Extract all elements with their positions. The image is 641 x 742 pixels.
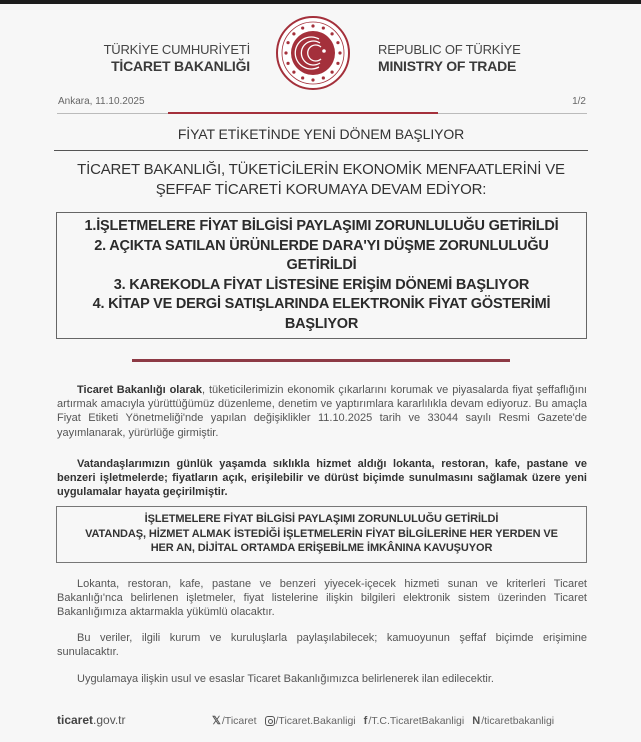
paragraph-sharing: Bu veriler, ilgili kurum ve kuruluşlarla paylaşılabilecek; kamuoyunun şeffaf biçimde erişimine sunulacaktır. [57, 632, 587, 659]
social-handle: /T.C.TicaretBakanligi [368, 714, 465, 727]
social-nsosyal-link[interactable] [472, 715, 554, 727]
subtitle [54, 160, 588, 200]
emblem-star [284, 51, 287, 54]
section-box-line: HER AN, DİJİTAL ORTAMDA ERİŞEBİLME İMKÂNINA KAVUŞUYOR [150, 542, 493, 554]
website-link[interactable] [57, 713, 126, 727]
paragraph-intro [57, 383, 587, 440]
website-domain-rest: .gov.tr [93, 713, 126, 727]
subtitle-line2: ŞEFFAF TİCARETİ KORUMAYA DEVAM EDİYOR: [155, 181, 487, 198]
header-right [378, 42, 538, 74]
header-left-line1: TÜRKİYE CUMHURİYETİ [103, 42, 250, 57]
header-accent-line [168, 112, 438, 114]
x-icon: 𝕏 [212, 715, 221, 727]
paragraph-procedures: Uygulamaya ilişkin usul ve esaslar Ticaret Bakanlığımızca belirlenerek ilan edilecektir. [77, 673, 494, 685]
paragraph-intro-bold: Ticaret Bakanlığı olarak [77, 384, 202, 396]
website-domain-bold: ticaret [57, 713, 94, 727]
title-divider [54, 150, 588, 151]
highlight-item: GETİRİLDİ [286, 257, 357, 273]
social-links [212, 714, 554, 727]
emblem-star [311, 24, 314, 27]
release-date: Ankara, 11.10.2025 [58, 96, 145, 107]
instagram-icon [265, 716, 275, 726]
social-x-link[interactable] [212, 714, 257, 727]
emblem-star [292, 32, 295, 35]
emblem-star [338, 51, 341, 54]
social-handle: /ticaretbakanligi [481, 714, 555, 727]
footer [57, 713, 597, 729]
social-facebook-link[interactable] [364, 715, 465, 727]
paragraph-citizens: Vatandaşlarımızın günlük yaşamda sıklıkla hizmet aldığı lokanta, restoran, kafe, pastane ve benzeri işletmelerde; fiyatların açık, erişilebilir ve dürüst biçimde sunulmasını sağlamak üzere yeni uygulamalar hayata geçirilmiştir. [57, 458, 587, 499]
social-instagram-link[interactable] [265, 715, 356, 727]
emblem-star [322, 26, 325, 29]
nsosyal-icon: N [472, 714, 481, 727]
emblem-star [336, 62, 339, 65]
paragraph-intro-text: , tüketicilerimizin ekonomik çıkarlarını korumak ve piyasalarda fiyat şeffaflığını artırmak amacıyla yürüttüğümüz düzenleme, denetim ve yaptırımlara kararlılıkla devam ediyoruz. Bu amaçla Fiyat Etiketi Yönetmeliği'nde yapılan değişiklikler 11.10.2025 tarih ve 33044 sayılı Resmi Gazete'de yayımlanarak, yürürlüğe girmiştir. [57, 384, 587, 439]
social-handle: /Ticaret [221, 714, 257, 727]
highlights-box [56, 212, 587, 339]
emblem-star [322, 76, 325, 79]
highlight-item: BAŞLIYOR [284, 315, 359, 332]
announcement-title: FİYAT ETİKETİNDE YENİ DÖNEM BAŞLIYOR [177, 126, 465, 142]
section-box-line: VATANDAŞ, HİZMET ALMAK İSTEDİĞİ İŞLETMELERİN FİYAT BİLGİLERİNE HER YERDEN VE [85, 527, 558, 540]
emblem-star [301, 26, 304, 29]
paragraph-obligation: Lokanta, restoran, kafe, pastane ve benzeri yiyecek-içecek hizmeti sunan ve kriterleri Ticaret Bakanlığı'nca belirlenen işletmeler, fiyat listelerine ilişkin bilgileri elektronik sistem üzerinden Ticaret Bakanlığımıza aktarmakla yükümlü olacaktır. [57, 578, 587, 619]
highlight-item: 1.İŞLETMELERE FİYAT BİLGİSİ PAYLAŞIMI ZORUNLULUĞU GETİRİLDİ [84, 218, 559, 234]
emblem-star [286, 41, 289, 44]
meta-row [58, 96, 586, 110]
highlight-item: 4. KİTAP VE DERGİ SATIŞLARINDA ELEKTRONİK FİYAT GÖSTERİMİ [92, 296, 551, 312]
highlight-item: 3. KAREKODLA FİYAT LİSTESİNE ERİŞİM DÖNEMİ BAŞLIYOR [113, 276, 530, 293]
emblem-star [301, 76, 304, 79]
section-box [56, 506, 587, 563]
emblem-star [330, 32, 333, 35]
header-right-line1: REPUBLIC OF TÜRKİYE [378, 42, 521, 57]
header-right-line2: MINISTRY OF TRADE [378, 58, 517, 74]
section-box-line: İŞLETMELERE FİYAT BİLGİSİ PAYLAŞIMI ZORUNLULUĞU GETİRİLDİ [144, 513, 499, 525]
emblem-star [330, 70, 333, 73]
section-accent-line [132, 359, 510, 362]
emblem-star [286, 62, 289, 65]
emblem-star [336, 41, 339, 44]
header-left [100, 42, 250, 74]
subtitle-line1: TİCARET BAKANLIĞI, TÜKETİCİLERİN EKONOMİK MENFAATLERİNİ VE [77, 161, 565, 178]
page-number: 1/2 [572, 96, 586, 107]
emblem-star [311, 78, 314, 81]
highlight-item: 2. AÇIKTA SATILAN ÜRÜNLERDE DARA'YI DÜŞME ZORUNLULUĞU [94, 237, 549, 254]
ministry-emblem-icon [275, 15, 351, 91]
press-release-page [0, 4, 641, 742]
social-handle: /Ticaret.Bakanligi [275, 714, 356, 727]
facebook-icon: f [363, 714, 368, 727]
emblem-star [292, 70, 295, 73]
header-left-line2: TİCARET BAKANLIĞI [111, 58, 250, 74]
